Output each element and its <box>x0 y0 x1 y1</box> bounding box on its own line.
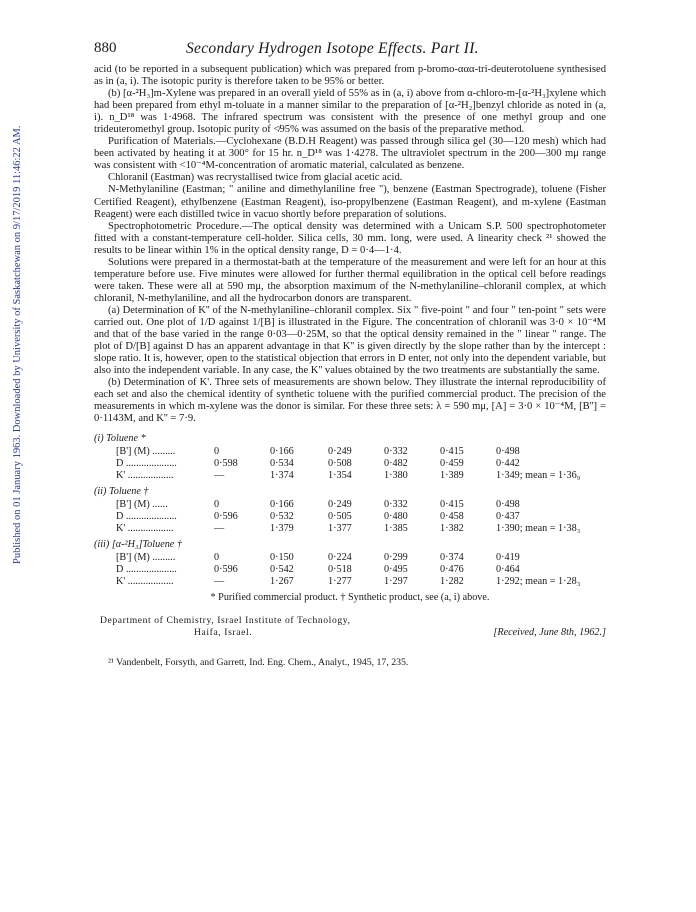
running-head <box>94 40 606 64</box>
table-cell: 0·532 <box>270 511 294 523</box>
table-cell: 0·480 <box>384 511 408 523</box>
table-cell: 0·166 <box>270 499 294 511</box>
row-label: [B'] (M) ......... <box>116 552 176 564</box>
affiliation-line-1: Department of Chemistry, Israel Institute of Technology, <box>100 615 351 627</box>
table-cell: — <box>214 576 225 588</box>
table-cell: — <box>214 470 225 482</box>
table-cell: 0·495 <box>384 564 408 576</box>
table-cell: 0·249 <box>328 499 352 511</box>
table-cell: 1·385 <box>384 523 408 535</box>
table-cell: 0·419 <box>496 552 520 564</box>
table-cell: 0·505 <box>328 511 352 523</box>
row-label: [B'] (M) ......... <box>116 446 176 458</box>
table-cell: 0 <box>214 446 220 458</box>
table-cell: 1·377 <box>328 523 352 535</box>
table-cell: 0·596 <box>214 511 238 523</box>
received-date: [Received, June 8th, 1962.] <box>493 627 606 639</box>
table-cell: 1·282 <box>440 576 464 588</box>
running-title: Secondary Hydrogen Isotope Effects. Part II. <box>186 40 479 57</box>
table-cell: 0 <box>214 499 220 511</box>
table-toluene-commercial <box>94 433 606 482</box>
paragraph-determination-k1: (b) Determination of K'. Three sets of measurements are shown below. They illustrate the internal reproducibility of each set and also the chemical identity of synthetic toluene with the purified commercial product. The precision of the measurements in which m-xylene was the donor is similar. For these three sets: λ = 590 mμ, [A] = 3·0 × 10⁻⁴M, [B''] = 0·1143M, and K'' = 7·9. <box>94 377 606 425</box>
paragraph-xylene-prep: (b) [α-²H₃]m-Xylene was prepared in an overall yield of 55% as in (a, i) above from α-chloro-m-[α-²H₃]xylene which had been prepared from ethyl m-toluate in a manner similar to the preparation of [α-²H₂]benzyl chloride as noted in (a, i). n_D¹⁸ was 1·4968. The infrared spectrum was consistent with the presence of one methyl group and one trideuteromethyl group. Isotopic purity of ≮95% was assumed on the basis of the preparative method. <box>94 88 606 136</box>
paragraph-determination-k2: (a) Determination of K'' of the N-methylaniline–chloranil complex. Six " five-point " and four " ten-point " sets were carried out. One plot of 1/D against 1/[B] is illustrated in the Figure. The concentration of chloranil was 3·0 × 10⁻⁴M and that of the base varied in the range 0·03—0·25M, so that the optical density remained in the " linear " range. The plot of D/[B] against D has an apparent advantage in that K'' is given directly by the slope rather than by the intercept : slope ratio. It is, however, open to the statistical objection that errors in D enter, not only into the dependent variable, but also into the independent variable. In any case, the K'' values obtained by the two treatments are substantially the same. <box>94 304 606 377</box>
table-toluene-synthetic <box>94 486 606 535</box>
table-cell: 1·349; mean = 1·36₉ <box>496 470 581 482</box>
table-cell: 0·464 <box>496 564 520 576</box>
table-cell: 0·534 <box>270 458 294 470</box>
table-cell: 0·150 <box>270 552 294 564</box>
table-cell: 0·458 <box>440 511 464 523</box>
journal-page <box>94 40 606 668</box>
table-cell: 1·390; mean = 1·38₃ <box>496 523 581 535</box>
table-cell: 1·292; mean = 1·28₃ <box>496 576 581 588</box>
table-row <box>94 576 606 588</box>
row-label: K' .................. <box>116 576 174 588</box>
table-cell: 0·476 <box>440 564 464 576</box>
table-row <box>94 458 606 470</box>
paragraph-spectrophotometric: Spectrophotometric Procedure.—The optical density was determined with a Unicam S.P. 500 spectrophotometer fitted with a constant-temperature cell-holder. Silica cells, 30 mm. long, were used. A linearity check ²¹ showed the results to be linear within 1% in the optical density range, D = 0·4—1·4. <box>94 220 606 256</box>
table-deuterotoluene <box>94 539 606 588</box>
table-cell: 1·389 <box>440 470 464 482</box>
row-label: D .................... <box>116 458 177 470</box>
table-cell: 0·518 <box>328 564 352 576</box>
data-tables <box>94 433 606 603</box>
table-cell: 0·299 <box>384 552 408 564</box>
page-number: 880 <box>94 40 117 56</box>
paragraph-continuation: acid (to be reported in a subsequent publication) which was prepared from p-bromo-ααα-tri-deuterotoluene synthesised as in (a, i). The isotopic purity is therefore taken to be 95% or better. <box>94 64 606 88</box>
table-cell: — <box>214 523 225 535</box>
row-label: K' .................. <box>116 523 174 535</box>
download-watermark-text: Published on 01 January 1963. Downloaded by University of Saskatchewan on 9/17/2019 11:46:22 AM. <box>12 125 23 565</box>
table-cell: 0·508 <box>328 458 352 470</box>
table-cell: 0·332 <box>384 499 408 511</box>
table-cell: 0·224 <box>328 552 352 564</box>
table-title: (iii) [α-²H₃]Toluene † <box>94 539 182 551</box>
table-cell: 1·354 <box>328 470 352 482</box>
reference-footnote: ²¹ Vandenbelt, Forsyth, and Garrett, Ind. Eng. Chem., Analyt., 1945, 17, 235. <box>108 657 409 669</box>
table-cell: 0·598 <box>214 458 238 470</box>
table-cell: 0·442 <box>496 458 520 470</box>
table-cell: 0·596 <box>214 564 238 576</box>
table-row <box>94 564 606 576</box>
table-cell: 1·277 <box>328 576 352 588</box>
table-row <box>94 511 606 523</box>
table-cell: 0·482 <box>384 458 408 470</box>
table-row <box>94 470 606 482</box>
table-cell: 0·498 <box>496 446 520 458</box>
affiliation-line-2: Haifa, Israel. <box>194 627 253 639</box>
table-cell: 1·267 <box>270 576 294 588</box>
table-cell: 0·415 <box>440 499 464 511</box>
table-cell: 0·166 <box>270 446 294 458</box>
row-label: D .................... <box>116 511 177 523</box>
table-cell: 0·459 <box>440 458 464 470</box>
paragraph-solutions: Solutions were prepared in a thermostat-bath at the temperature of the measurement and were left for an hour at this temperature before use. Five minutes were allowed for further thermal equilibration in the optical cell before readings were taken. These were all at 590 mμ, the absorption maximum of the N-methylaniline–chloranil complex, at which chloranil, N-methylaniline, and all the hydrocarbon donors are transparent. <box>94 256 606 304</box>
table-row <box>94 523 606 535</box>
row-label: D .................... <box>116 564 177 576</box>
table-cell: 1·297 <box>384 576 408 588</box>
table-title: (ii) Toluene † <box>94 486 149 498</box>
table-row <box>94 499 606 511</box>
table-cell: 0·415 <box>440 446 464 458</box>
table-cell: 0·498 <box>496 499 520 511</box>
table-row <box>94 446 606 458</box>
table-row <box>94 552 606 564</box>
article-body <box>94 64 606 425</box>
table-cell: 1·379 <box>270 523 294 535</box>
table-cell: 0 <box>214 552 220 564</box>
table-cell: 0·249 <box>328 446 352 458</box>
paragraph-purification: Purification of Materials.—Cyclohexane (B.D.H Reagent) was passed through silica gel (30—120 mesh) which had been activated by heating it at 300° for 15 hr. n_D¹⁸ was 1·4278. The ultraviolet spectrum in the 200—300 mμ range was consistent with <10⁻⁴M-concentration of aromatic material, calculated as benzene. <box>94 136 606 172</box>
row-label: K' .................. <box>116 470 174 482</box>
table-cell: 0·332 <box>384 446 408 458</box>
table-cell: 1·374 <box>270 470 294 482</box>
download-watermark-sidebar <box>2 0 22 912</box>
paragraph-reagents: N-Methylaniline (Eastman; " aniline and dimethylaniline free "), benzene (Eastman Spectrograde), toluene (Fisher Certified Reagent), ethylbenzene (Eastman Reagent), iso-propylbenzene (Eastman Reagent), and m-xylene (Eastman Reagent) were each distilled twice in vacuo shortly before preparation of solutions. <box>94 184 606 220</box>
paragraph-chloranil: Chloranil (Eastman) was recrystallised twice from glacial acetic acid. <box>108 172 403 184</box>
table-cell: 1·382 <box>440 523 464 535</box>
row-label: [B'] (M) ...... <box>116 499 168 511</box>
affiliation-block <box>94 615 606 641</box>
table-footnote: * Purified commercial product. † Synthetic product, see (a, i) above. <box>210 592 490 604</box>
table-cell: 0·437 <box>496 511 520 523</box>
table-cell: 0·374 <box>440 552 464 564</box>
table-cell: 1·380 <box>384 470 408 482</box>
table-cell: 0·542 <box>270 564 294 576</box>
table-title: (i) Toluene * <box>94 433 146 445</box>
